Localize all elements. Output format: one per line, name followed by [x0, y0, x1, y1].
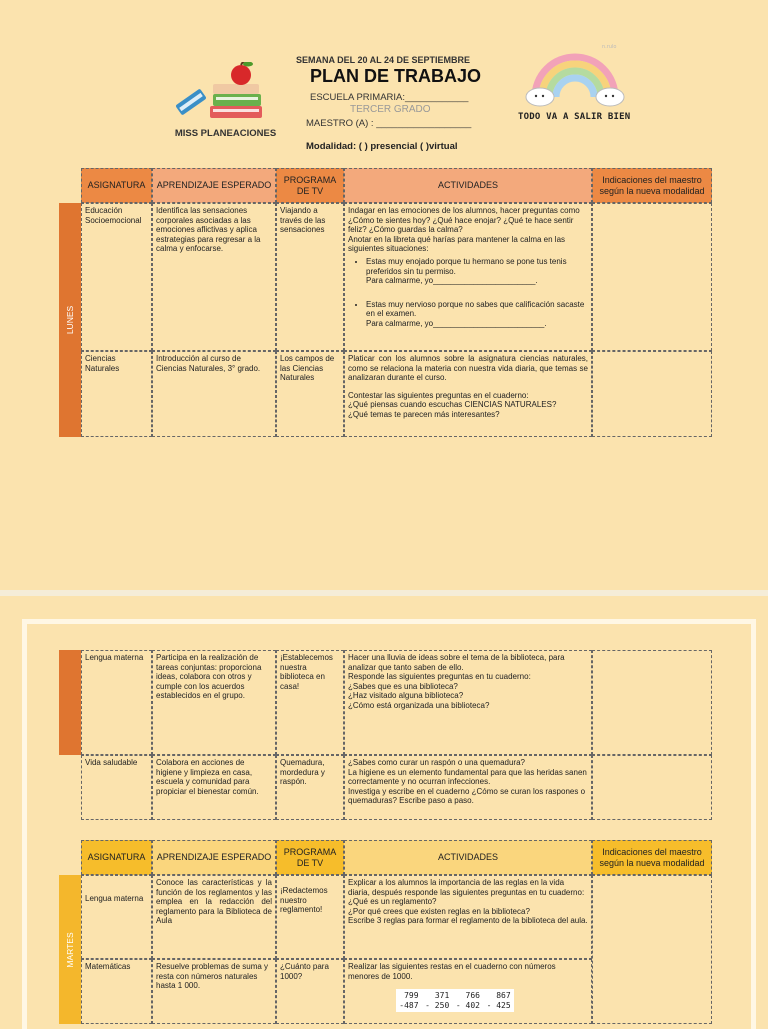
day-label-monday: LUNES: [65, 305, 75, 335]
col-tv-header: PROGRAMA DE TV: [276, 168, 344, 203]
monday-row1-tv: Viajando a través de las sensaciones: [276, 203, 344, 351]
col-subject-header-2: ASIGNATURA: [81, 840, 152, 875]
modality-line: Modalidad: ( ) presencial ( )virtual: [306, 141, 458, 152]
tuesday-row2-learning: Resuelve problemas de suma y resta con números naturales hasta 1 000.: [152, 959, 276, 1024]
activity-text: Escribe 3 reglas para formar el reglamento de la biblioteca del aula.: [348, 916, 588, 926]
col-learning-header: APRENDIZAJE ESPERADO: [152, 168, 276, 203]
subtraction-op: 799 -487: [399, 991, 419, 1010]
tuesday-notes[interactable]: [592, 875, 712, 1024]
day-label-tuesday: MARTES: [65, 931, 75, 968]
activity-text: La higiene es un elemento fundamental para que las heridas sanen correctamente y no ocurran infecciones.: [348, 767, 587, 787]
monday-row1-learning: Identifica las sensaciones corporales asociadas a las emociones aflictivas y aplica estrategias para regresar a la calma y enfocarse.: [152, 203, 276, 351]
subtraction-op: 867 - 425: [486, 991, 511, 1010]
page2-row1-learning: Participa en la realización de tareas conjuntas: proporciona ideas, colabora con otros y cumple con los acuerdos establecidos en el grupo.: [152, 650, 276, 755]
grade-label: TERCER GRADO: [350, 104, 431, 115]
tuesday-row1-activities: [344, 875, 592, 959]
school-line: ESCUELA PRIMARIA:____________: [310, 92, 469, 103]
tuesday-row1-tv: ¡Redactemos nuestro reglamento!: [276, 875, 344, 959]
activity-text: Investiga y escribe en el cuaderno ¿Cómo se curan los raspones o quemaduras? Escribe paso a paso.: [348, 786, 586, 806]
page2-row2-learning: Colabora en acciones de higiene y limpieza en casa, escuela y comunidad para propiciar el bienestar común.: [152, 755, 276, 820]
rainbow-text: n.rulo: [602, 44, 617, 50]
list-item: • Estas muy enojado porque tu hermano se pone tus tenis preferidos sin tu permiso. Para calmarme, yo_______________________.: [366, 257, 588, 286]
monday-row1-notes[interactable]: [592, 203, 712, 351]
day-band-tuesday: [59, 875, 81, 1024]
subtraction-op: 766 - 402: [455, 991, 480, 1010]
activity-text: Contestar las siguientes preguntas en el cuaderno:: [348, 390, 529, 400]
col-learning-header-2: APRENDIZAJE ESPERADO: [152, 840, 276, 875]
page2-row1-notes[interactable]: [592, 650, 712, 755]
page2-row2-tv: Quemadura, mordedura y raspón.: [276, 755, 344, 820]
day-band-monday-continued: [59, 650, 81, 755]
monday-row1-activities: [344, 203, 592, 351]
activity-text: Explicar a los alumnos la importancia de las reglas en la vida diaria, después responde las siguientes preguntas en tu cuaderno:: [348, 878, 585, 897]
activity-text: Indagar en las emociones de los alumnos, hacer preguntas como ¿Cómo te sientes hoy? ¿Qué hace enojar? ¿Qué te hace sentir feliz? ¿Cómo guardas la calma?: [348, 206, 580, 235]
activity-text: ¿Sabes que es una biblioteca?: [348, 681, 458, 691]
activity-text: ¿Qué temas te parecen más interesantes?: [348, 409, 500, 419]
monday-row2-learning: Introducción al curso de Ciencias Naturales, 3° grado.: [152, 351, 276, 437]
list-item: • Estas muy nervioso porque no sabes que calificación sacaste en el examen. Para calmarme, yo_________________________.: [366, 300, 588, 329]
activity-text: ¿Qué es un reglamento?: [348, 897, 437, 907]
page-title: PLAN DE TRABAJO: [310, 66, 482, 86]
tuesday-row1-subject: Lengua materna: [81, 875, 152, 959]
rainbow-logo: [520, 42, 630, 112]
page-divider: [0, 590, 768, 596]
subtraction-exercises: [396, 989, 514, 1012]
tuesday-row1-learning: Conoce las características y la función de los reglamentos y las emplea en la redacción del reglamento para la Biblioteca de Aula: [152, 875, 276, 959]
motto-text: TODO VA A SALIR BIEN: [518, 112, 631, 122]
teacher-line: MAESTRO (A) : __________________: [306, 118, 472, 129]
tuesday-row2-activities: [344, 959, 592, 1024]
page2-row1-activities: [344, 650, 592, 755]
activity-text: ¿Haz visitado alguna biblioteca?: [348, 691, 464, 701]
subtraction-op: 371 - 250: [425, 991, 450, 1010]
activity-text: ¿Qué piensas cuando escuchas CIENCIAS NATURALES?: [348, 400, 557, 410]
col-activities-header-2: ACTIVIDADES: [344, 840, 592, 875]
activity-text: Anotar en la libreta qué harías para mantener la calma en las siguientes situaciones:: [348, 234, 566, 254]
activity-text: ¿Por qué crees que existen reglas en la biblioteca?: [348, 906, 530, 916]
week-label: SEMANA DEL 20 AL 24 DE SEPTIEMBRE: [296, 55, 471, 65]
activity-text: ¿Sabes como curar un raspón o una quemadura?: [348, 758, 525, 767]
activity-list: [348, 300, 588, 329]
activity-text: Hacer una lluvia de ideas sobre el tema de la biblioteca, para analizar que tanto saben de ello.: [348, 653, 565, 672]
logo-caption: MISS PLANEACIONES: [174, 128, 277, 139]
activity-text: Responde las siguientes preguntas en tu cuaderno:: [348, 672, 531, 682]
page2-row1-tv: ¡Establecemos nuestra biblioteca en casa!: [276, 650, 344, 755]
monday-row2-activities: [344, 351, 592, 437]
monday-row2-notes[interactable]: [592, 351, 712, 437]
monday-row2-tv: Los campos de las Ciencias Naturales: [276, 351, 344, 437]
page2-row2-activities: [344, 755, 592, 820]
col-subject-header: ASIGNATURA: [81, 168, 152, 203]
activity-text: Platicar con los alumnos sobre la asignatura ciencias naturales, como se relaciona la materia con nuestra vida diaria, que temas se analizaran durante el curso.: [348, 354, 588, 383]
col-notes-header-2: Indicaciones del maestro según la nueva modalidad: [592, 840, 712, 875]
activity-text: Realizar las siguientes restas en el cuaderno con números menores de 1000.: [348, 962, 556, 981]
col-notes-header: Indicaciones del maestro según la nueva modalidad: [592, 168, 712, 203]
tuesday-row2-subject: Matemáticas: [81, 959, 152, 1024]
col-tv-header-2: PROGRAMA DE TV: [276, 840, 344, 875]
tuesday-row2-tv: ¿Cuánto para 1000?: [276, 959, 344, 1024]
activity-list: [348, 257, 588, 286]
col-activities-header: ACTIVIDADES: [344, 168, 592, 203]
monday-row1-subject: Educación Socioemocional: [81, 203, 152, 351]
day-band-monday: [59, 203, 81, 437]
monday-row2-subject: Ciencias Naturales: [81, 351, 152, 437]
page2-row1-subject: Lengua materna: [81, 650, 152, 755]
page2-row2-notes[interactable]: [592, 755, 712, 820]
activity-text: ¿Cómo está organizada una biblioteca?: [348, 700, 490, 710]
page2-row2-subject: Vida saludable: [81, 755, 152, 820]
